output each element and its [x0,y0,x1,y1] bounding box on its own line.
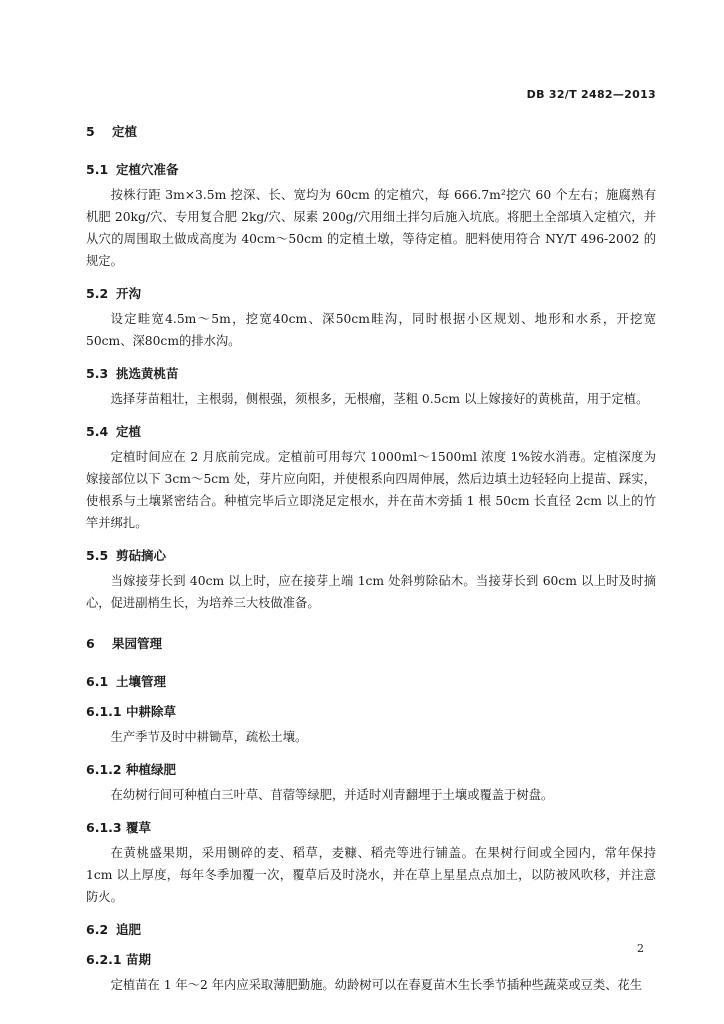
section-heading: 6 果园管理 [86,636,163,651]
paragraph: 生产季节及时中耕锄草，疏松土壤。 [110,730,308,744]
subsection-heading: 5.5 剪砧摘心 [86,548,167,563]
paragraph: 按株行距 3m×3.5m 挖深、长、宽均为 60cm 的定植穴，每 666.7m²挖穴 60 个左右；施腐熟有机肥 20kg/穴、专用复合肥 2kg/穴、尿素 200g/穴用细土拌匀后施入坑底。将肥土全部填入定植穴，并从穴的周围取土做成高度为 40cm～50cm 的定植土墩，等待定植。肥料使用符合 NY/T 496-2002 的规定。 [86,188,656,268]
subsection-heading: 5.3 挑选黄桃苗 [86,366,179,381]
paragraph: 在黄桃盛果期，采用铡碎的麦、稻草，麦糠、稻壳等进行铺盖。在果树行间或全园内，常年保持 1cm 以上厚度，每年冬季加覆一次，覆草后及时浇水，并在草上星星点点加土，以防被风吹移，并注意防火。 [86,846,656,904]
paragraph: 在幼树行间可种植白三叶草、苜蓿等绿肥，并适时刈青翻埋于土壤或覆盖于树盘。 [110,788,554,802]
paragraph: 选择芽苗粗壮，主根弱，侧根强，须根多，无根瘤，茎粗 0.5cm 以上嫁接好的黄桃苗，用于定植。 [110,392,649,406]
paragraph: 设定畦宽4.5m～5m，挖宽40cm、深50cm畦沟，同时根据小区规划、地形和水系，开挖宽50cm、深80cm的排水沟。 [86,312,656,348]
subsubsection-heading: 6.1.2 种植绿肥 [86,762,177,777]
subsubsection-heading: 6.1.1 中耕除草 [86,704,177,719]
subsection-heading: 5.1 定植穴准备 [86,162,179,177]
subsection-heading: 5.4 定植 [86,424,142,439]
page-number: 2 [637,942,644,955]
section-heading: 5 定植 [86,124,138,139]
document-id: DB 32/T 2482—2013 [526,88,656,101]
subsubsection-heading: 6.1.3 覆草 [86,820,152,835]
paragraph: 定植苗在 1 年～2 年内应采取薄肥勤施。幼龄树可以在春夏苗木生长季节插种些蔬菜或豆类、花生 [110,978,643,992]
subsection-heading: 5.2 开沟 [86,286,142,301]
paragraph: 当嫁接芽长到 40cm 以上时，应在接芽上端 1cm 处斜剪除砧木。当接芽长到 60cm 以上时及时摘心，促进副梢生长，为培养三大枝做准备。 [86,574,656,610]
subsection-heading: 6.2 追肥 [86,922,142,937]
subsection-heading: 6.1 土壤管理 [86,674,167,689]
document-body [86,116,656,996]
paragraph: 定植时间应在 2 月底前完成。定植前可用每穴 1000ml～1500ml 浓度 1%铵水消毒。定植深度为嫁接部位以下 3cm～5cm 处，芽片应向阳，并使根系向四周伸展，然后边填土边轻轻向上提苗、踩实，使根系与土壤紧密结合。种植完毕后立即浇足定根水，并在苗木旁插 1 根 50cm 长直径 2cm 以上的竹竿并绑扎。 [86,450,656,530]
subsubsection-heading: 6.2.1 苗期 [86,952,152,967]
